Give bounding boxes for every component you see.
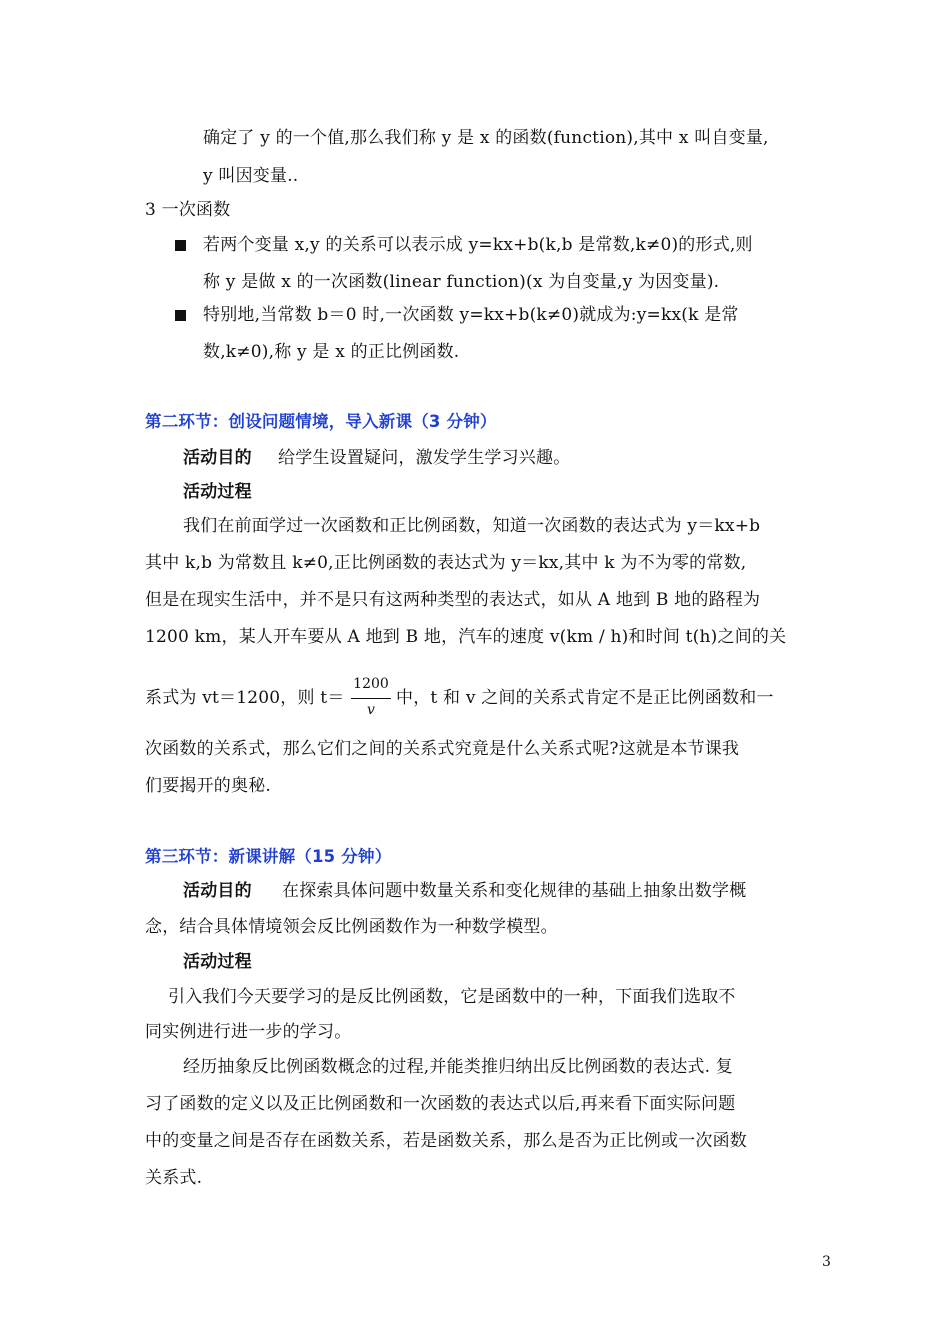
intro-line-2: y 叫因变量.. <box>203 166 299 186</box>
section3-para-line-5: 中的变量之间是否存在函数关系，若是函数关系，那么是否为正比例或一次函数 <box>145 1131 747 1151</box>
section3-goal-text-2: 念，结合具体情境领会反比例函数作为一种数学模型。 <box>145 917 558 937</box>
bullet1-line-1: 若两个变量 x,y 的关系可以表示成 y=kx+b(k,b 是常数,k≠0)的形式,则 <box>203 235 753 255</box>
linear-heading: 3 一次函数 <box>145 200 231 220</box>
section2-goal-text: 给学生设置疑问，激发学生学习兴趣。 <box>278 448 571 468</box>
section2-goal-label: 活动目的 <box>183 448 252 468</box>
fraction-bar <box>351 698 391 699</box>
fraction-denominator: v <box>367 702 375 718</box>
section2-para-line-5a: 系式为 vt＝1200，则 t＝ <box>145 688 345 708</box>
section2-para-line-1: 我们在前面学过一次函数和正比例函数，知道一次函数的表达式为 y＝kx+b <box>183 516 761 536</box>
bullet1-line-2: 称 y 是做 x 的一次函数(linear function)(x 为自变量,y 为因变量). <box>203 272 720 292</box>
square-bullet-icon <box>175 310 186 321</box>
section3-title: 第三环节：新课讲解（15 分钟） <box>145 847 392 866</box>
page-number: 3 <box>822 1254 831 1270</box>
bullet2-line-1: 特别地,当常数 b＝0 时,一次函数 y=kx+b(k≠0)就成为:y=kx(k 是常 <box>203 305 739 325</box>
section2-para-line-5b: 中，t 和 v 之间的关系式肯定不是正比例函数和一 <box>396 688 774 708</box>
square-bullet-icon <box>175 240 186 251</box>
section2-process-label: 活动过程 <box>183 482 252 502</box>
section3-para-line-4: 习了函数的定义以及正比例函数和一次函数的表达式以后,再来看下面实际问题 <box>145 1094 736 1114</box>
intro-line-1: 确定了 y 的一个值,那么我们称 y 是 x 的函数(function),其中 x 叫自变量, <box>203 128 769 148</box>
section3-para-line-2: 同实例进行进一步的学习。 <box>145 1022 352 1042</box>
section2-para-line-3: 但是在现实生活中，并不是只有这两种类型的表达式，如从 A 地到 B 地的路程为 <box>145 590 761 610</box>
bullet2-line-2: 数,k≠0),称 y 是 x 的正比例函数. <box>203 342 460 362</box>
section3-para-line-3: 经历抽象反比例函数概念的过程,并能类推归纳出反比例函数的表达式. 复 <box>183 1057 734 1077</box>
section3-goal-label: 活动目的 <box>183 881 252 901</box>
section2-para-line-7: 们要揭开的奥秘. <box>145 776 272 796</box>
fraction-1200-over-v <box>349 676 393 722</box>
section3-para-line-1: 引入我们今天要学习的是反比例函数，它是函数中的一种，下面我们选取不 <box>168 987 736 1007</box>
section3-para-line-6: 关系式. <box>145 1168 203 1188</box>
fraction-numerator: 1200 <box>353 676 389 692</box>
section2-para-line-2: 其中 k,b 为常数且 k≠0,正比例函数的表达式为 y＝kx,其中 k 为不为零的常数, <box>145 553 747 573</box>
section2-title: 第二环节：创设问题情境，导入新课（3 分钟） <box>145 412 497 431</box>
section3-process-label: 活动过程 <box>183 952 252 972</box>
section2-para-line-6: 次函数的关系式，那么它们之间的关系式究竟是什么关系式呢?这就是本节课我 <box>145 739 740 759</box>
section2-para-line-4: 1200 km，某人开车要从 A 地到 B 地，汽车的速度 v(km / h)和时间 t(h)之间的关 <box>145 627 787 647</box>
section3-goal-text: 在探索具体问题中数量关系和变化规律的基础上抽象出数学概 <box>282 881 747 901</box>
